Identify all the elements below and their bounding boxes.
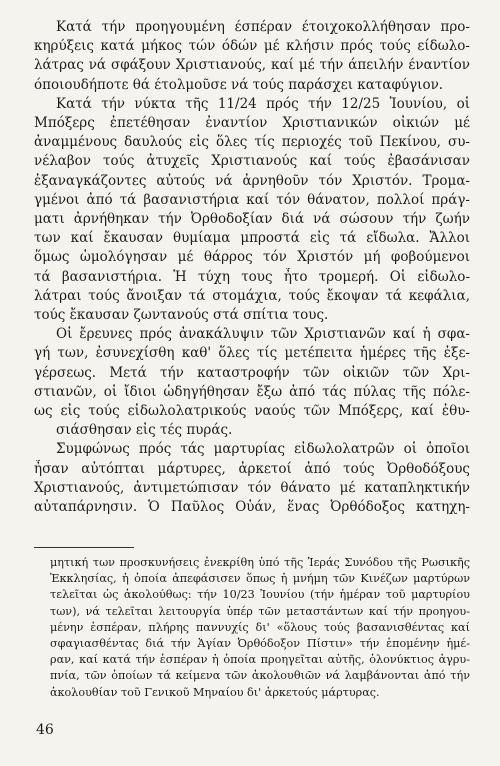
text-line: Συμφώνως πρός τάς μαρτυρίας εἰδωλολατρῶν οἱ ὁποῖοι bbox=[56, 441, 470, 458]
footnote-line: των), νά τελεῖται λειτουργία ὑπέρ τῶν μεταστάντων καί τήν προηγου- bbox=[50, 604, 470, 618]
text-line: αὐταπάρνησιν. Ὁ Παῦλος Οὐάν, ἕνας Ὀρθόδοξος κατηχη- bbox=[34, 499, 470, 516]
text-line: νέλαβον τούς ἀτυχεῖς Χριστιανούς καί τούς ἐβασάνισαν bbox=[34, 153, 470, 170]
text-line: τούς ἔκαυσαν ζωντανούς στά σπίτια τους. bbox=[34, 307, 329, 324]
footnote-line: μητική των προσκυνήσεις ἐνεκρίθη ὑπό τῆς Ἱεράς Συνόδου τῆς Ρωσικῆς bbox=[50, 556, 470, 569]
text-line: Οἱ ἔρευνες πρός ἀνακάλυψιν τῶν Χριστιανῶν καί ἡ σφα- bbox=[56, 326, 470, 343]
footnote-line: Ἐκκλησίας, ἡ ὁποία ἀπεφάσισεν ὅπως ἡ μνήμη τῶν Κινέζων μαρτύρων bbox=[50, 572, 470, 586]
footnote-line: ἀκολουθίαν τοῦ Γενικοῦ Μηναίου δι' ἀρκετούς μάρτυρας. bbox=[50, 685, 380, 699]
text-line: Κατά τήν προηγουμένη έσπέραν έτοιχοκολλήθησαν προ- bbox=[56, 19, 470, 35]
footnote-line: πνία, τῶν ὁποίων τά κείμενα τῶν ἀκολουθιῶν νά λαμβάνονται ἀπό τήν bbox=[50, 669, 470, 683]
page-number: 46 bbox=[36, 722, 54, 738]
text-line: γέρσεως. Μετά τήν καταστροφήν τῶν οἰκιῶν τῶν Χρι- bbox=[34, 364, 470, 381]
footnote-line: μένην ἑσπέραν, πλήρης παννυχίς δι' «ὅλους τούς βασανισθέντας καί bbox=[50, 620, 470, 634]
text-line: ἀναμμένους δαυλούς εἰς ὅλες τίς περιοχές τοῦ Πεκίνου, συ- bbox=[34, 134, 470, 151]
main-text bbox=[34, 18, 470, 517]
text-line: Χριστιανούς, ἀντιμετώπισαν τόν θάνατο μέ καταπληκτικήν bbox=[34, 479, 470, 496]
text-line: όποιουδήποτε θά έτολμοῦσε νά τούς παράσχει καταφύγιον. bbox=[34, 76, 444, 93]
paragraph-1 bbox=[34, 18, 470, 95]
footnote-line: τελεῖται ὡς ἀκολούθως: τήν 10/23 Ἰουνίου (τήν ἡμέραν τοῦ μαρτυρίου bbox=[50, 588, 470, 602]
text-line: λάτρας νά σφάξουν Χριστιανούς, καί μέ τήν άπειλήν έναντίον bbox=[34, 57, 470, 74]
paragraph-2 bbox=[34, 95, 470, 325]
text-line: Μπόξερς ἐπετέθησαν ἐναντίον Χριστιανικών οἰκιών μέ bbox=[34, 115, 470, 132]
text-line: ματι ἀρνήθηκαν τήν Ὀρθοδοξίαν διά νά σώσουν τήν ζωήν bbox=[34, 211, 470, 228]
text-line: στιανῶν, οἱ ἴδιοι ὡδηγήθησαν ἔξω ἀπό τάς πύλας τῆς πόλε- bbox=[34, 383, 470, 400]
footnote-line: σφαγιασθέντας διά τήν Ἁγίαν Ὀρθόδοξον Πίστιν» τήν ἑπομένην ἡμέ- bbox=[50, 637, 470, 651]
text-line: λάτραι τούς ἄνοιξαν τά στομάχια, τούς ἔκοψαν τά κεφάλια, bbox=[34, 287, 470, 304]
text-line: ἦσαν αὐτόπται μάρτυρες, ἀρκετοί ἀπό τούς Ὀρθοδόξους bbox=[34, 460, 470, 477]
text-line: γή των, ἐσυνεχίσθη καθ' ὅλες τίς μετέπειτα ἡμέρες τῆς ἐξε- bbox=[34, 345, 470, 362]
footnote bbox=[50, 555, 470, 701]
text-line: ἐξαναγκάζοντες αὐτούς νά ἀρνηθοῦν τόν Χριστόν. Τρομα- bbox=[34, 172, 470, 189]
text-line: γμένοι ἀπό τά βασανιστήρια καί τόν θάνατον, πολλοί πράγ- bbox=[34, 191, 470, 208]
footnote-line: ραν, καί κατά τήν ἑσπέραν ἡ ὁποία προηγεῖται αὐτῆς, ὁλονύκτιος ἀγρυ- bbox=[50, 653, 470, 667]
text-line: σιάσθησαν εἰς τές πυράς. bbox=[56, 422, 233, 439]
paragraph-3 bbox=[34, 325, 470, 440]
text-line: των καί ἔκαυσαν θυμίαμα μπροστά εἰς τά εἴδωλα. Ἄλλοι bbox=[34, 230, 470, 247]
text-line: κηρύξεις κατά μήκος τών όδών μέ κλήσιν πρός τούς είδωλο- bbox=[34, 38, 470, 55]
footnote-divider bbox=[34, 547, 134, 548]
text-line: Κατά τήν νύκτα τῆς 11/24 πρός τήν 12/25 Ἰουνίου, οἱ bbox=[56, 95, 470, 112]
paragraph-4 bbox=[34, 440, 470, 517]
text-line: τά βασανιστήρια. Ἡ τύχη τους ἦτο τρομερή. Οἱ εἰδωλο- bbox=[34, 268, 470, 285]
text-line: ὅμως ὡμολόγησαν μέ θάρρος τόν Χριστόν μή φοβούμενοι bbox=[34, 249, 470, 266]
text-line: ως εἰς τούς εἰδωλολατρικούς ναούς τῶν Μπόξερς, καί ἐθυ- bbox=[34, 403, 470, 420]
